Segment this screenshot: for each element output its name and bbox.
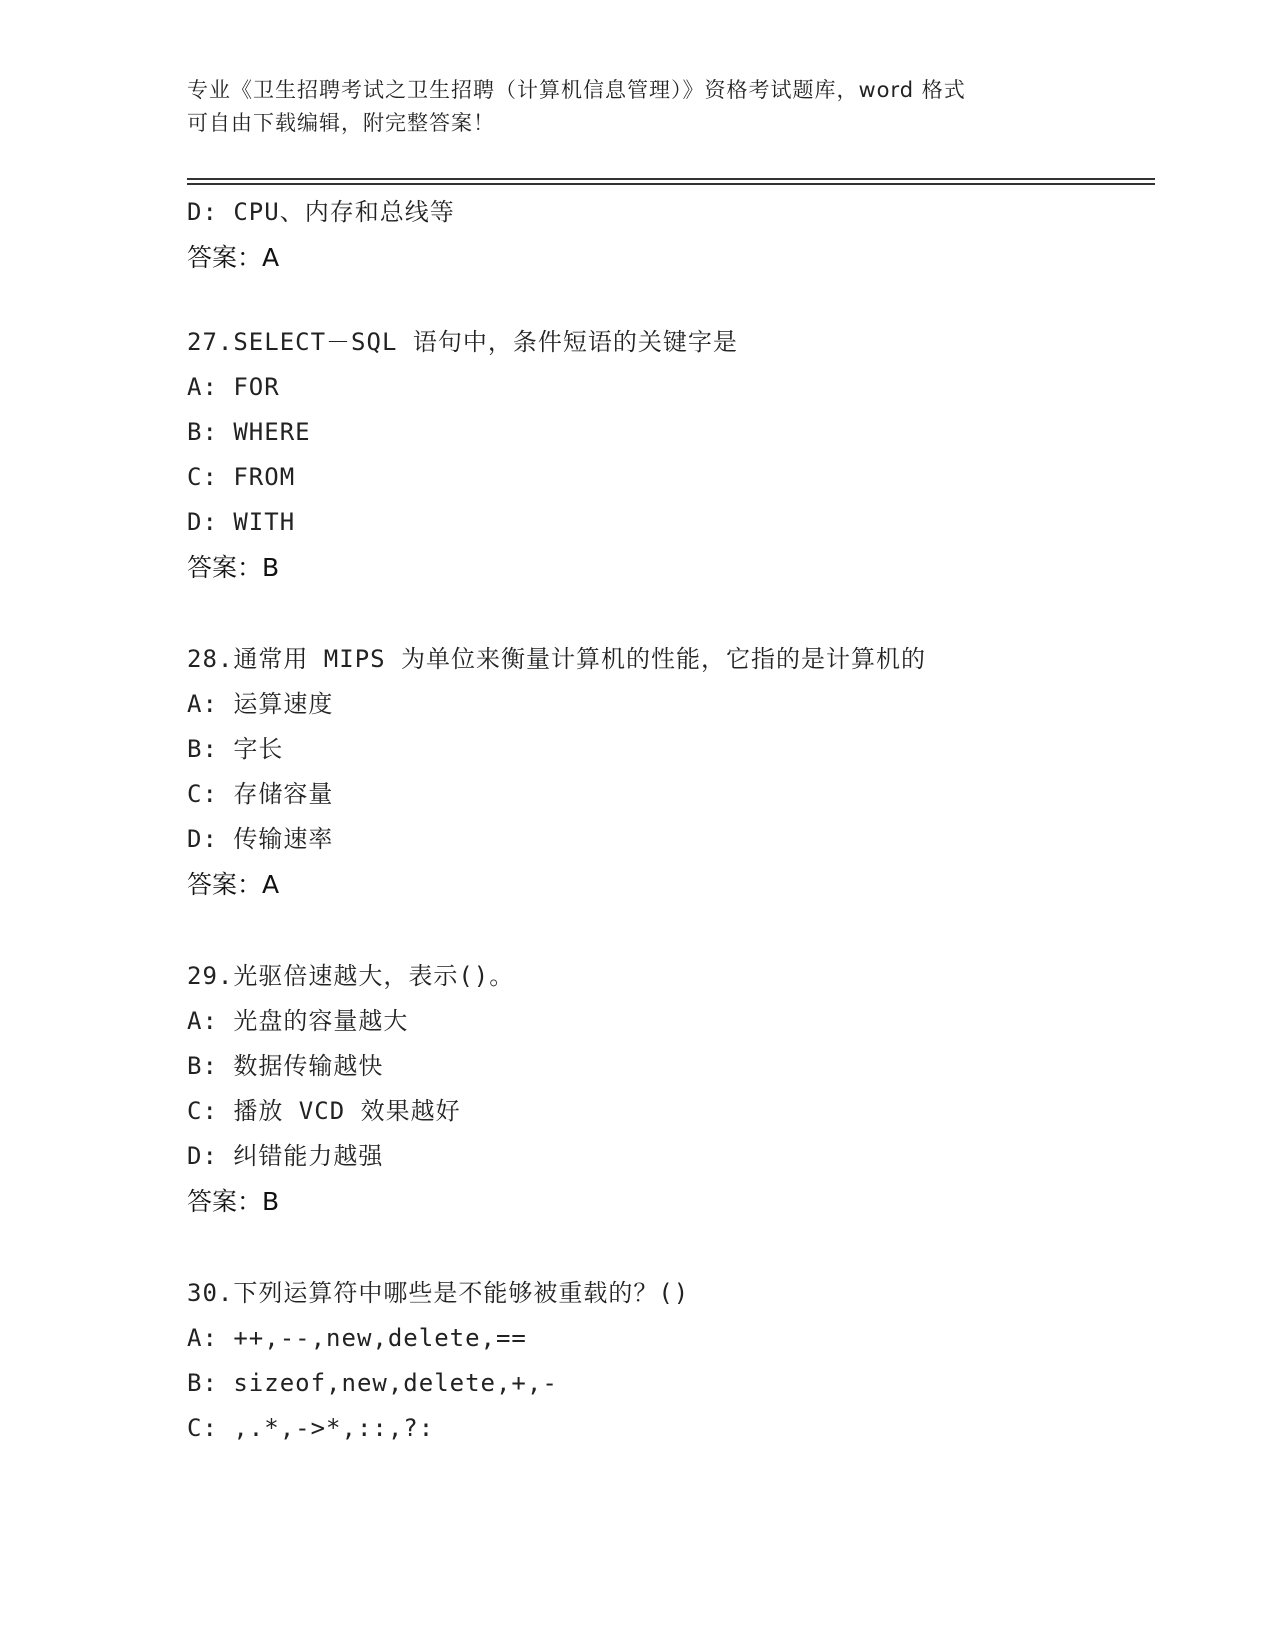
option-d: D: CPU、内存和总线等 <box>187 198 455 226</box>
option-d: D: 传输速率 <box>187 825 334 853</box>
question-28 <box>187 637 1147 907</box>
option-d: D: 纠错能力越强 <box>187 1142 384 1170</box>
document-header <box>187 74 1067 140</box>
option-a: A: 运算速度 <box>187 690 334 718</box>
question-text: 27.SELECT－SQL 语句中，条件短语的关键字是 <box>187 328 738 356</box>
option-b: B: WHERE <box>187 418 311 446</box>
option-d: D: WITH <box>187 508 296 536</box>
option-b: B: 数据传输越快 <box>187 1052 384 1080</box>
continued-question <box>187 190 1147 280</box>
option-c: C: 存储容量 <box>187 780 334 808</box>
answer-line: 答案：A <box>187 870 280 899</box>
question-text: 29.光驱倍速越大，表示()。 <box>187 962 515 990</box>
question-text: 28.通常用 MIPS 为单位来衡量计算机的性能，它指的是计算机的 <box>187 645 927 673</box>
option-a: A: FOR <box>187 373 280 401</box>
header-line-2: 可自由下载编辑，附完整答案！ <box>187 111 495 135</box>
answer-line: 答案：A <box>187 243 280 272</box>
option-b: B: 字长 <box>187 735 284 763</box>
header-line-1: 专业《卫生招聘考试之卫生招聘（计算机信息管理）》资格考试题库，word 格式 <box>187 78 966 102</box>
option-a: A: ++,--,new,delete,== <box>187 1324 527 1352</box>
option-a: A: 光盘的容量越大 <box>187 1007 409 1035</box>
option-c: C: 播放 VCD 效果越好 <box>187 1097 461 1125</box>
header-divider-top <box>187 178 1155 180</box>
option-c: C: FROM <box>187 463 296 491</box>
option-c: C: ,.*,->*,::,?: <box>187 1414 435 1442</box>
question-27 <box>187 320 1147 590</box>
question-list <box>187 190 1147 1451</box>
question-29 <box>187 954 1147 1224</box>
option-b: B: sizeof,new,delete,+,- <box>187 1369 558 1397</box>
question-text: 30.下列运算符中哪些是不能够被重载的？() <box>187 1279 690 1307</box>
question-30 <box>187 1271 1147 1451</box>
header-divider-bottom <box>187 183 1155 185</box>
answer-line: 答案：B <box>187 1187 280 1216</box>
answer-line: 答案：B <box>187 553 280 582</box>
